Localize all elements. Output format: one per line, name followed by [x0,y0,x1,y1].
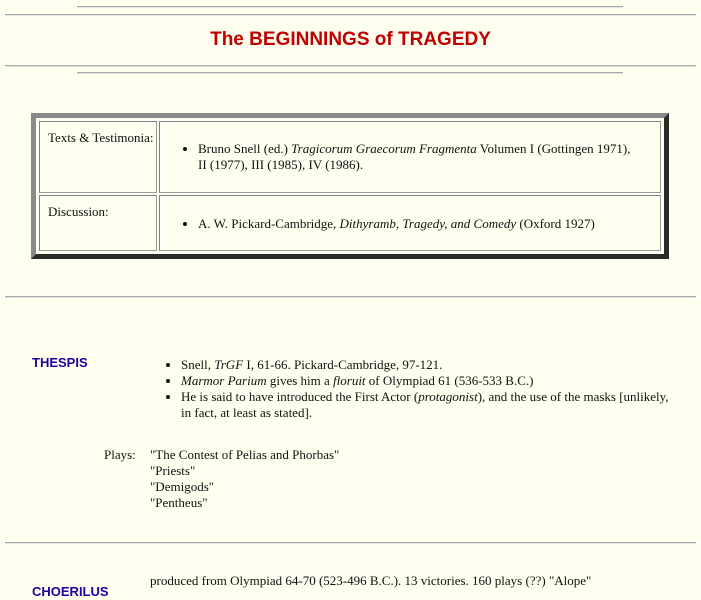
discussion-content-cell [159,195,661,251]
title-bottom-long-rule [5,65,696,67]
discussion-item: • A. W. Pickard-Cambridge, Dithyramb, Tragedy, and Comedy (Oxford 1927) [198,216,660,232]
page-title: The BEGINNINGS of TRAGEDY [210,29,491,50]
top-long-rule [5,14,696,16]
sources-table [31,113,669,259]
discussion-label-cell [39,195,157,251]
title-bottom-short-rule [77,72,623,74]
play-title: "Priests" [150,463,196,478]
plays-list [150,447,339,511]
list-item: • He is said to have introduced the First Actor (protagonist), and the use of the masks [unlikely, in fact, at least as stated]. [181,389,675,421]
play-title: "Pentheus" [150,495,208,510]
texts-content-cell [159,121,661,193]
plays-label: Plays: [104,447,136,462]
play-title: "Demigods" [150,479,215,494]
choerilus-text: produced from Olympiad 64-70 (523-496 B.C.). 13 victories. 160 plays (??) "Alope" [150,573,592,588]
thespis-facts [155,357,675,421]
section-rule-2 [5,542,696,544]
discussion-label: Discussion: [48,204,109,219]
texts-label-cell [39,121,157,193]
section-rule-1 [5,296,696,298]
list-item: • Marmor Parium gives him a floruit of Olympiad 61 (536-533 B.C.) [181,373,675,389]
texts-label: Texts & Testimonia: [48,130,154,145]
thespis-heading: THESPIS [32,355,88,370]
choerilus-heading: CHOERILUS [32,584,109,599]
texts-item: • Bruno Snell (ed.) Tragicorum Graecorum Fragmenta Volumen I (Gottingen 1971), II (1977), III (1985), IV (1986). [198,141,640,173]
play-title: "The Contest of Pelias and Phorbas" [150,447,340,462]
top-short-rule [77,6,623,8]
list-item: • Snell, TrGF I, 61-66. Pickard-Cambridge, 97-121. [181,357,675,373]
